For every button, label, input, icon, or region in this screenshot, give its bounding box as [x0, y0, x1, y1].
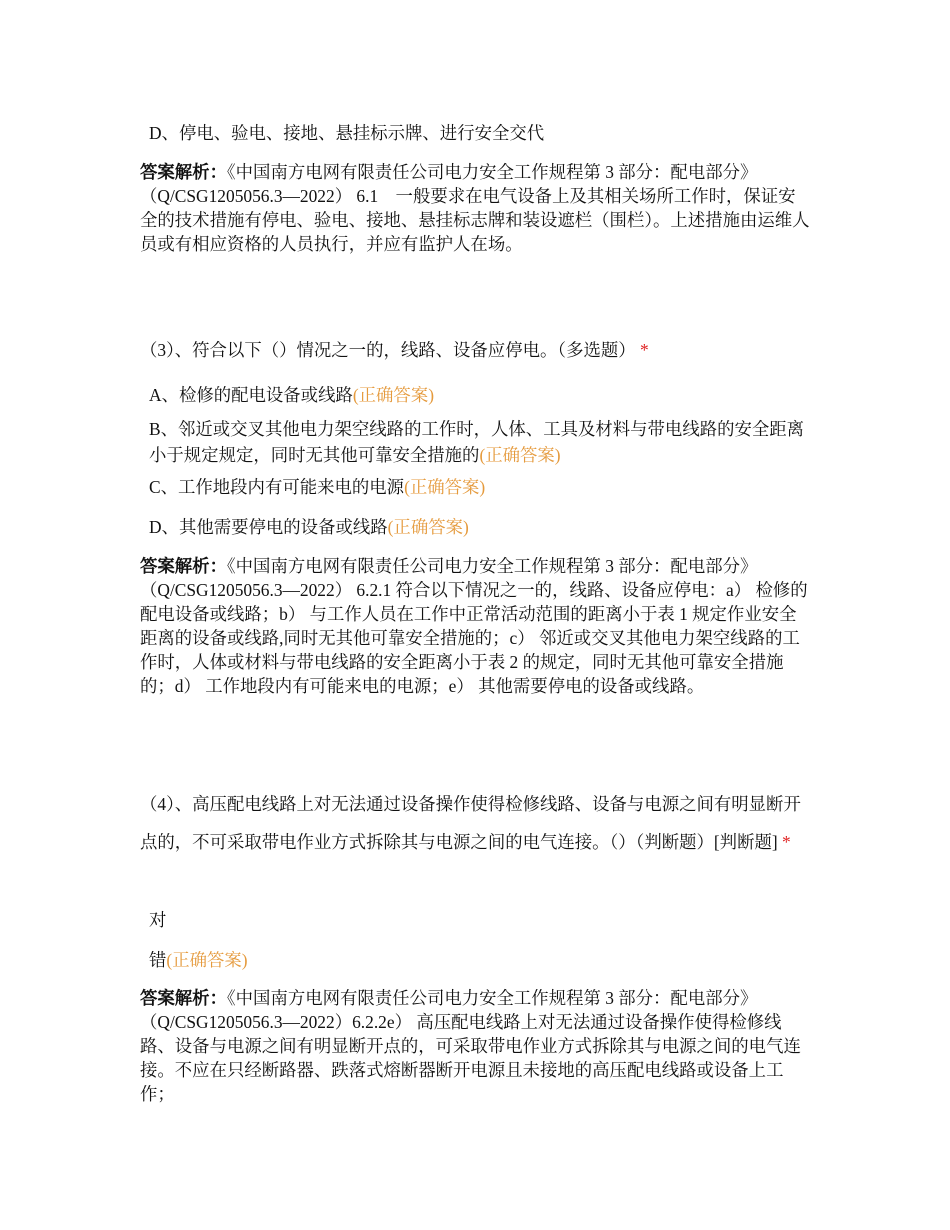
q4-answer-analysis: [140, 986, 812, 1106]
q3-option-a: [149, 382, 809, 408]
analysis-text: 《中国南方电网有限责任公司电力安全工作规程第 3 部分：配电部分》（Q/CSG1205056.3—2022）6.2.2e） 高压配电线路上对无法通过设备操作使得检修线路、设备与电源之间有明显断开点的，可采取带电作业方式拆除其与电源之间的电气连接。不应在只经断路器、跌落式熔断器断开电源且未接地的高压配电线路或设备上工作；: [140, 988, 801, 1104]
q4-option-true: [149, 907, 809, 933]
option-text: A、检修的配电设备或线路: [149, 385, 353, 405]
option-text: D、停电、验电、接地、悬挂标示牌、进行安全交代: [149, 123, 545, 143]
q3-option-d: [149, 514, 809, 540]
analysis-label: 答案解析：: [140, 162, 227, 182]
q4-option-false: [149, 947, 809, 973]
option-text: 错: [149, 950, 167, 970]
correct-answer-tag: (正确答案): [387, 517, 469, 537]
q3-answer-analysis: [140, 554, 812, 698]
prev-answer-analysis: [140, 160, 812, 256]
required-mark: *: [782, 832, 791, 852]
question-text: （3）、符合以下（）情况之一的，线路、设备应停电。（多选题）: [140, 340, 636, 360]
question-text: （4）、高压配电线路上对无法通过设备操作使得检修线路、设备与电源之间有明显断开点的，不可采取带电作业方式拆除其与电源之间的电气连接。（）（判断题）[判断题]: [140, 794, 801, 852]
question-3-title: [140, 337, 812, 363]
analysis-text: 《中国南方电网有限责任公司电力安全工作规程第 3 部分：配电部分》（Q/CSG1205056.3—2022） 6.1 一般要求在电气设备上及其相关场所工作时，保证安全的技术措施有停电、验电、接地、悬挂标志牌和装设遮栏（围栏）。上述措施由运维人员或有相应资格的人员执行，并应有监护人在场。: [140, 162, 810, 254]
correct-answer-tag: (正确答案): [479, 445, 561, 465]
correct-answer-tag: (正确答案): [352, 385, 435, 405]
question-4-title: [140, 785, 812, 861]
q3-option-b: [149, 416, 809, 468]
correct-answer-tag: (正确答案): [166, 950, 248, 970]
analysis-label: 答案解析：: [140, 556, 227, 576]
option-text: 对: [149, 910, 167, 930]
option-text: D、其他需要停电的设备或线路: [149, 517, 388, 537]
prev-option-d: [149, 120, 809, 146]
correct-answer-tag: (正确答案): [404, 477, 486, 497]
required-mark: *: [640, 340, 649, 360]
analysis-label: 答案解析：: [140, 988, 227, 1008]
option-text: C、工作地段内有可能来电的电源: [149, 477, 405, 497]
q3-option-c: [149, 474, 809, 500]
analysis-text: 《中国南方电网有限责任公司电力安全工作规程第 3 部分：配电部分》（Q/CSG1205056.3—2022） 6.2.1 符合以下情况之一的，线路、设备应停电：a） 检修的配电设备或线路；b） 与工作人员在工作中正常活动范围的距离小于表 1 规定作业安全距离的设备或线路,同时无其他可靠安全措施的；c） 邻近或交叉其他电力架空线路的工作时，人体或材料与带电线路的安全距离小于表 2 的规定，同时无其他可靠安全措施的；d） 工作地段内有可能来电的电源；e） 其他需要停电的设备或线路。: [140, 556, 808, 696]
option-text: B、邻近或交叉其他电力架空线路的工作时，人体、工具及材料与带电线路的安全距离小于规定规定，同时无其他可靠安全措施的: [149, 419, 805, 465]
